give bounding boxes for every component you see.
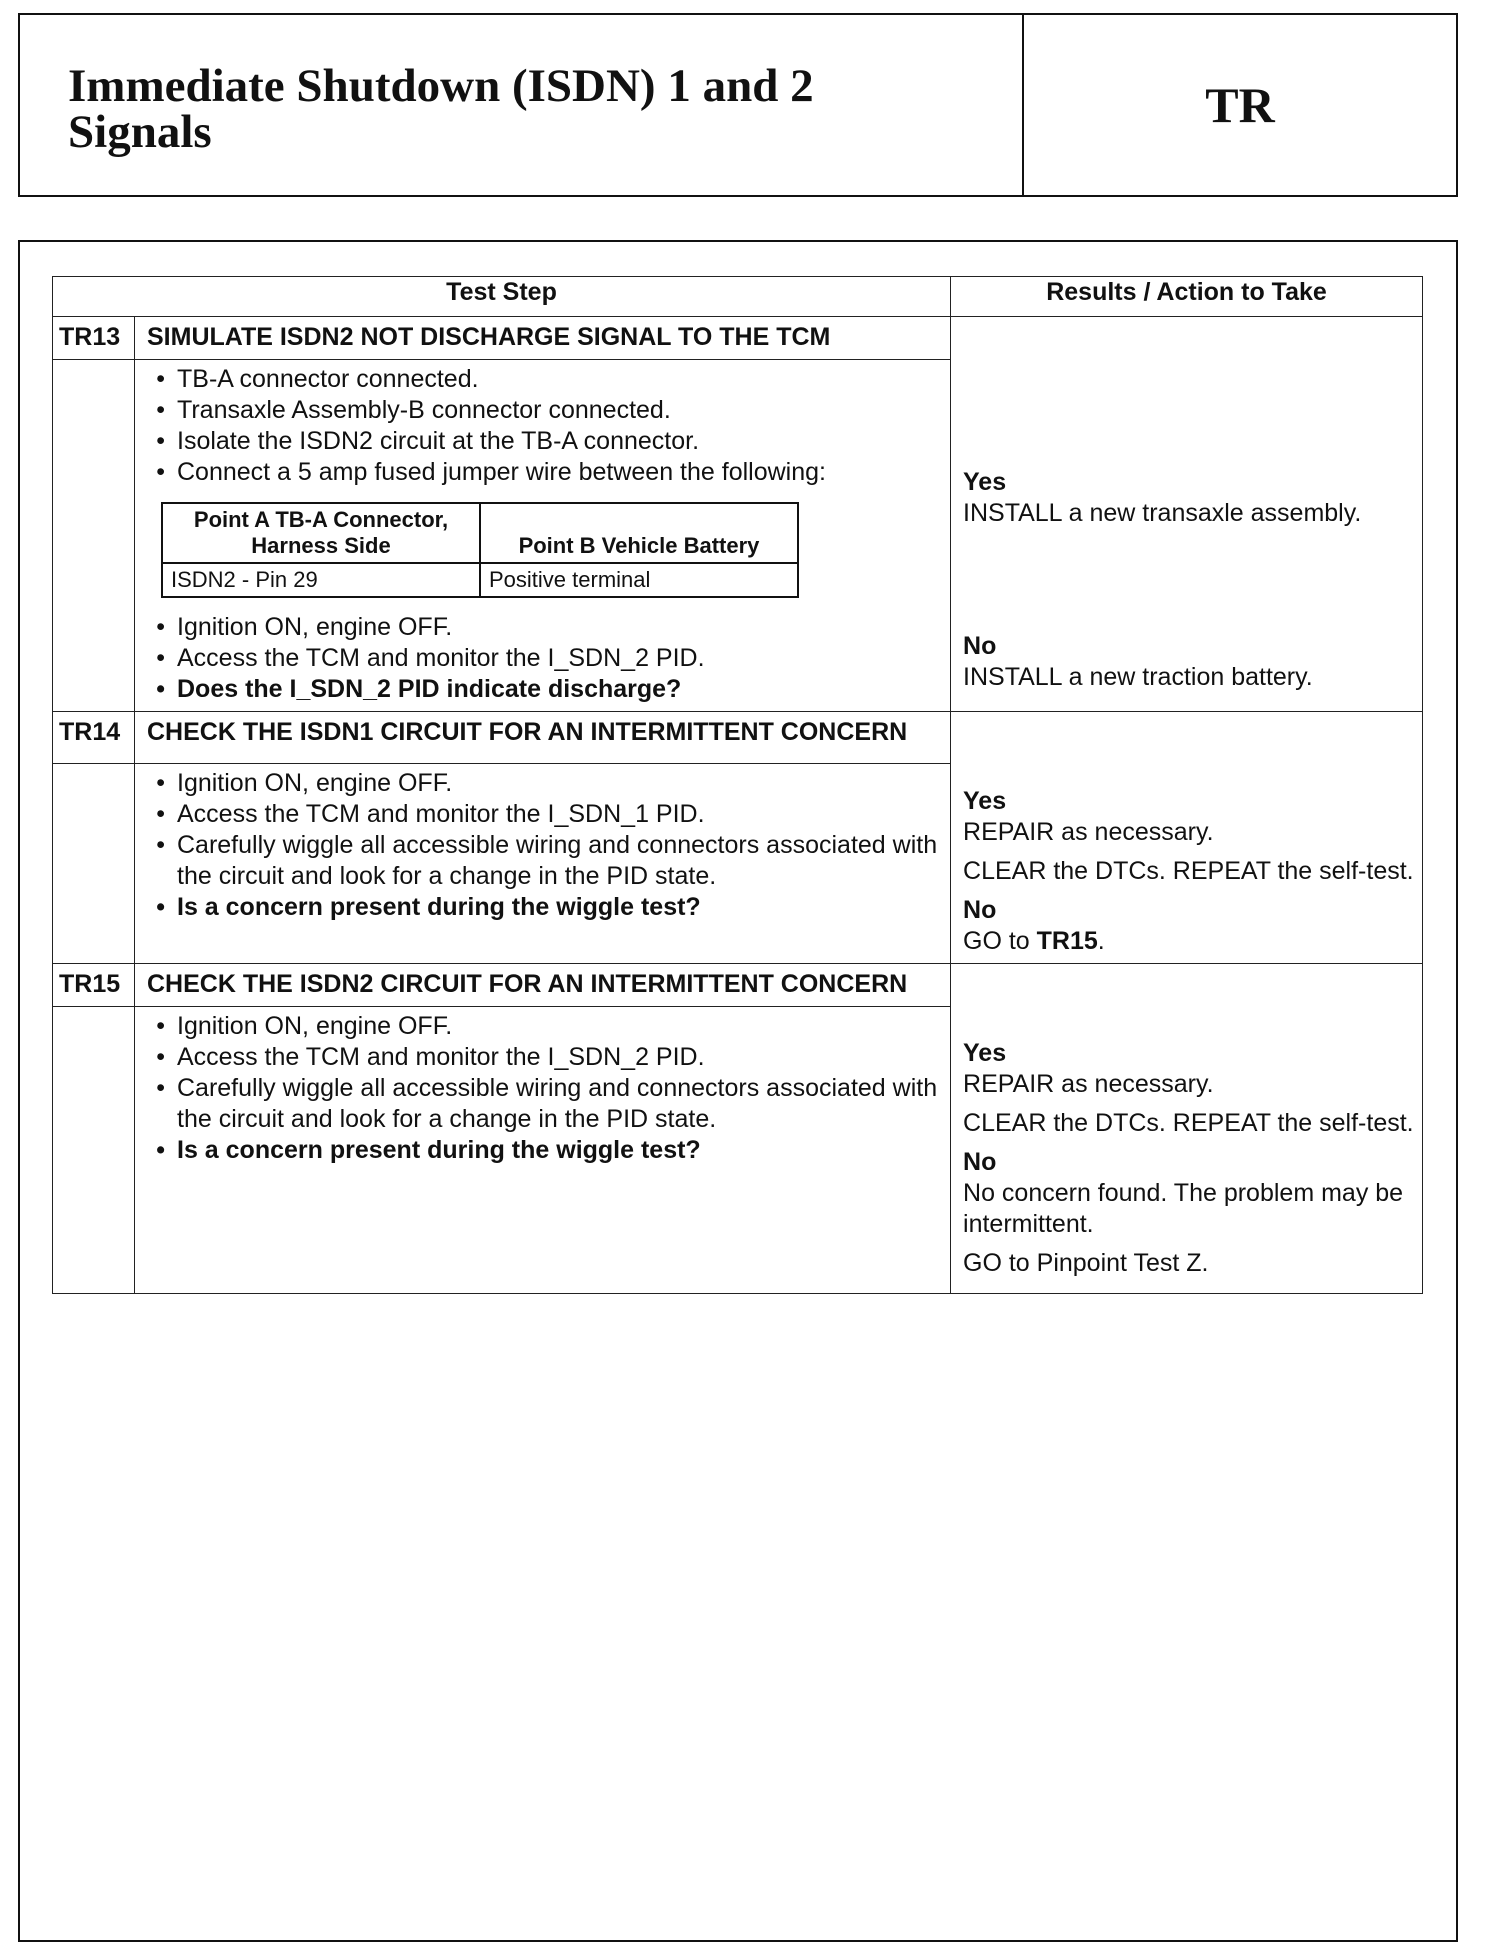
page-title-line-2: Signals — [68, 106, 212, 158]
column-header-results: Results / Action to Take — [951, 277, 1423, 317]
subtable-cell-point-b: Positive terminal — [480, 563, 798, 597]
jumper-connection-table — [161, 502, 799, 598]
step-bullet: • TB-A connector connected. — [177, 364, 940, 395]
step-question-tr14: • Is a concern present during the wiggle test? — [177, 892, 940, 923]
subtable-col-point-b: Point B Vehicle Battery — [480, 503, 798, 563]
document-header — [18, 13, 1458, 197]
step-id-tr14: TR14 — [53, 712, 135, 764]
step-title-tr15: CHECK THE ISDN2 CIRCUIT FOR AN INTERMITTENT CONCERN — [135, 964, 951, 1007]
section-code: TR — [1205, 77, 1275, 133]
step-bullet: • Connect a 5 amp fused jumper wire between the following: — [177, 457, 940, 488]
results-cell-tr13 — [951, 317, 1423, 712]
result-yes-text-tr14: REPAIR as necessary. — [963, 818, 1214, 846]
result-no-text-tr13: INSTALL a new traction battery. — [963, 663, 1313, 691]
step-bullet: • Transaxle Assembly-B connector connected. — [177, 395, 940, 426]
step-title-row-tr14 — [53, 712, 1423, 764]
step-question-tr15: • Is a concern present during the wiggle test? — [177, 1135, 940, 1166]
result-no-label-tr13: No — [963, 632, 997, 660]
step-question-tr13: • Does the I_SDN_2 PID indicate discharge? — [177, 674, 940, 705]
page-title — [20, 15, 1024, 195]
result-no-label-tr14: No — [963, 896, 997, 924]
result-no-text-tr15: No concern found. The problem may be intermittent. — [963, 1179, 1404, 1238]
column-header-test-step: Test Step — [53, 277, 951, 317]
subtable-cell-point-a: ISDN2 - Pin 29 — [162, 563, 480, 597]
table-header-row — [53, 277, 1423, 317]
result-no-text-tr14: GO to TR15. — [963, 927, 1105, 955]
step-title-row-tr13 — [53, 317, 1423, 360]
step-id-tr13: TR13 — [53, 317, 135, 360]
result-yes-label-tr14: Yes — [963, 787, 1007, 815]
step-bullet: • Access the TCM and monitor the I_SDN_2 PID. — [177, 643, 940, 674]
step-title-tr14: CHECK THE ISDN1 CIRCUIT FOR AN INTERMITTENT CONCERN — [135, 712, 951, 764]
step-id-tr15: TR15 — [53, 964, 135, 1007]
step-bullet: • Isolate the ISDN2 circuit at the TB-A connector. — [177, 426, 940, 457]
result-no-text-2-tr15: GO to Pinpoint Test Z. — [963, 1249, 1209, 1277]
result-no-label-tr15: No — [963, 1148, 997, 1176]
result-yes-label-tr13: Yes — [963, 468, 1007, 496]
result-yes-text-tr13: INSTALL a new transaxle assembly. — [963, 499, 1362, 527]
step-bullet: • Ignition ON, engine OFF. — [177, 612, 940, 643]
step-bullet: • Carefully wiggle all accessible wiring and connectors associated with the circuit and look for a change in the PID state. — [177, 1073, 940, 1135]
result-no-ref-tr14: TR15 — [1036, 927, 1098, 955]
step-body-tr14 — [135, 763, 951, 963]
page-title-line-1: Immediate Shutdown (ISDN) 1 and 2 — [68, 60, 814, 112]
subtable-col-point-a: Point A TB-A Connector, Harness Side — [162, 503, 480, 563]
step-bullet: • Ignition ON, engine OFF. — [177, 1011, 940, 1042]
step-title-row-tr15 — [53, 964, 1423, 1007]
result-yes-text-tr15: REPAIR as necessary. — [963, 1070, 1214, 1098]
test-step-table — [52, 276, 1423, 1294]
results-cell-tr14 — [951, 712, 1423, 964]
step-bullet: • Ignition ON, engine OFF. — [177, 768, 940, 799]
step-body-tr15 — [135, 1007, 951, 1294]
result-yes-text-2-tr14: CLEAR the DTCs. REPEAT the self-test. — [963, 857, 1414, 885]
step-bullet: • Access the TCM and monitor the I_SDN_1 PID. — [177, 799, 940, 830]
step-bullet: • Carefully wiggle all accessible wiring and connectors associated with the circuit and look for a change in the PID state. — [177, 830, 940, 892]
results-cell-tr15 — [951, 964, 1423, 1294]
result-yes-label-tr15: Yes — [963, 1039, 1007, 1067]
step-body-tr13 — [135, 360, 951, 712]
step-bullet: • Access the TCM and monitor the I_SDN_2 PID. — [177, 1042, 940, 1073]
result-yes-text-2-tr15: CLEAR the DTCs. REPEAT the self-test. — [963, 1109, 1414, 1137]
step-title-tr13: SIMULATE ISDN2 NOT DISCHARGE SIGNAL TO THE TCM — [135, 317, 951, 360]
